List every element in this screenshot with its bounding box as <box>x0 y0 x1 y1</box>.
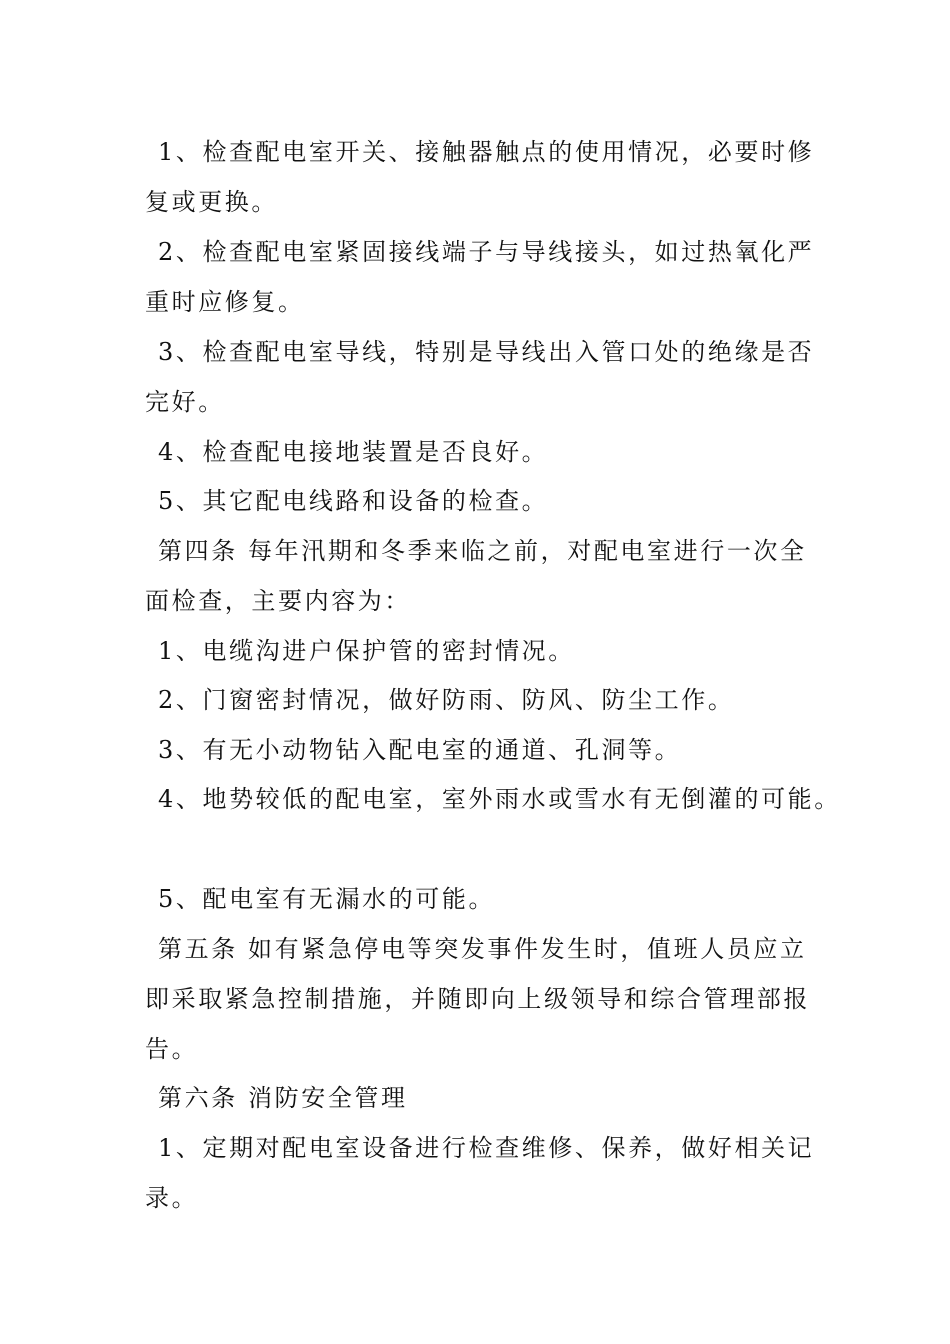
article-4-item-1: 1、电缆沟进户保护管的密封情况。 <box>158 637 575 665</box>
article-4-heading: 第四条 每年汛期和冬季来临之前，对配电室进行一次全 <box>158 537 807 565</box>
item-2-check-terminals: 2、检查配电室紧固接线端子与导线接头，如过热氧化严 <box>158 238 815 266</box>
article-4-item-5: 5、配电室有无漏水的可能。 <box>158 885 496 913</box>
article-4-item-3: 3、有无小动物钻入配电室的通道、孔洞等。 <box>158 736 682 764</box>
article-4-item-2: 2、门窗密封情况，做好防雨、防风、防尘工作。 <box>158 686 735 714</box>
item-5-other-checks: 5、其它配电线路和设备的检查。 <box>158 487 549 515</box>
article-6-heading: 第六条 消防安全管理 <box>158 1084 408 1112</box>
article-5-continuation-2: 告。 <box>145 1035 199 1063</box>
article-6-item-1: 1、定期对配电室设备进行检查维修、保养，做好相关记 <box>158 1134 815 1162</box>
article-4-continuation: 面检查，主要内容为： <box>145 587 411 615</box>
article-5-continuation-1: 即采取紧急控制措施，并随即向上级领导和综合管理部报 <box>145 985 810 1013</box>
item-3-check-wires: 3、检查配电室导线，特别是导线出入管口处的绝缘是否 <box>158 338 815 366</box>
article-4-item-4: 4、地势较低的配电室，室外雨水或雪水有无倒灌的可能。 <box>158 785 841 813</box>
item-4-check-grounding: 4、检查配电接地装置是否良好。 <box>158 438 549 466</box>
article-5-heading: 第五条 如有紧急停电等突发事件发生时，值班人员应立 <box>158 935 807 963</box>
article-6-item-1-continuation: 录。 <box>145 1184 199 1212</box>
item-3-continuation: 完好。 <box>145 388 225 416</box>
item-2-continuation: 重时应修复。 <box>145 288 305 316</box>
item-1-check-switches: 1、检查配电室开关、接触器触点的使用情况，必要时修 <box>158 138 815 166</box>
item-1-continuation: 复或更换。 <box>145 188 278 216</box>
